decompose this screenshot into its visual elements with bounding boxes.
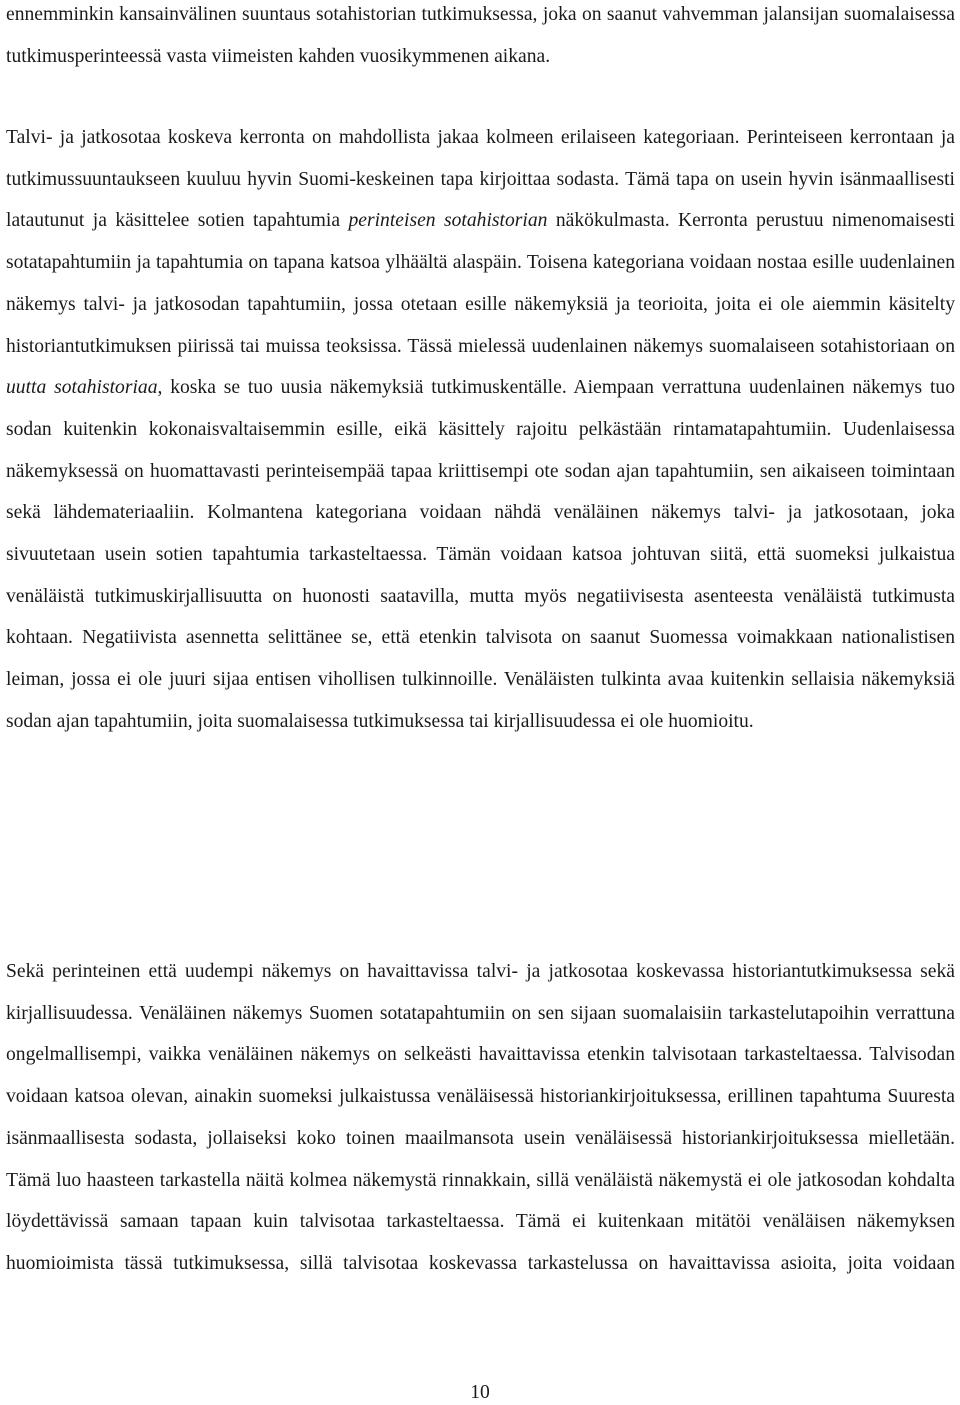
paragraph-text: näkökulmasta. Kerronta perustuu nimenomaisesti sotatapahtumiin ja tapahtumia on tapana katsoa ylhäältä alaspäin. Toisena kategoriana voidaan nostaa esille uudenlainen näkemys talvi- ja jatkosodan tapahtumiin, jossa otetaan esille näkemyksiä ja teorioita, joita ei ole aiemmin käsitelty historiantutkimuksen piirissä tai muissa teoksissa. Tässä mielessä uudenlainen näkemys suomalaiseen sotahistoriaan on bbox=[6, 210, 955, 357]
paragraph-categories bbox=[6, 117, 955, 743]
paragraph-intro-continuation bbox=[6, 0, 955, 77]
paragraph-text: Talvi- ja jatkosotaa koskeva kerronta on mahdollista jakaa kolmeen erilaiseen kategoriaan. Perinteiseen kerrontaan ja tutkimussuuntaukseen kuuluu hyvin Suomi-keskeinen tapa kirjoittaa sodasta. Tämä tapa on usein hyvin isänmaallisesti latautunut ja käsittelee sotien tapahtumia bbox=[6, 127, 955, 232]
paragraph-text: Sekä perinteinen että uudempi näkemys on havaittavissa talvi- ja jatkosotaa koskevassa historiantutkimuksessa sekä kirjallisuudessa. Venäläinen näkemys Suomen sotatapahtumiin on sen sijaan suomalaisiin tarkastelutapoihin verrattuna ongelmallisempi, vaikka venäläinen näkemys on selkeästi havaittavissa etenkin talvisotaan tarkasteltaessa. Talvisodan voidaan katsoa olevan, ainakin suomeksi julkaistussa venäläisessä historiankirjoituksessa, erillinen tapahtuma Suuresta isänmaallisesta sodasta, jollaiseksi koko toinen maailmansota usein venäläisessä historiankirjoituksessa mielletään. Tämä luo haasteen tarkastella näitä kolmea näkemystä rinnakkain, sillä venäläistä näkemystä ei ole jatkosodan kohdalta löydettävissä samaan tapaan kuin talvisotaa tarkasteltaessa. Tämä ei kuitenkaan mitätöi venäläisen näkemyksen huomioimista tässä tutkimuksessa, sillä talvisotaa koskevassa tarkastelussa on havaittavissa asioita, joita voidaan bbox=[6, 961, 955, 1274]
page-number: 10 bbox=[470, 1382, 490, 1403]
italic-term-uutta-sotahistoriaa: uutta sotahistoriaa bbox=[6, 377, 158, 399]
paragraph-text: ennemminkin kansainvälinen suuntaus sotahistorian tutkimuksessa, joka on saanut vahvemman jalansijan suomalaisessa tutkimusperinteessä vasta viimeisten kahden vuosikymmenen aikana. bbox=[6, 4, 955, 67]
paragraph-observations bbox=[6, 951, 955, 1285]
italic-term-perinteisen-sotahistorian: perinteisen sotahistorian bbox=[348, 210, 548, 232]
paragraph-text: , koska se tuo uusia näkemyksiä tutkimuskentälle. Aiempaan verrattuna uudenlainen näkemys tuo sodan kuitenkin kokonaisvaltaisemmin esille, eikä käsittely rajoitu pelkästään rintamatapahtumiin. Uudenlaisessa näkemyksessä on huomattavasti perinteisempää tapaa kriittisempi ote sodan ajan tapahtumiin, sen aikaiseen toimintaan sekä lähdemateriaaliin. Kolmantena kategoriana voidaan nähdä venäläinen näkemys talvi- ja jatkosotaan, joka sivuutetaan usein sotien tapahtumia tarkasteltaessa. Tämän voidaan katsoa johtuvan siitä, että suomeksi julkaistua venäläistä tutkimuskirjallisuutta on huonosti saatavilla, mutta myös negatiivisesta asenteesta venäläistä tutkimusta kohtaan. Negatiivista asennetta selittänee se, että etenkin talvisota on saanut Suomessa voimakkaan nationalistisen leiman, jossa ei ole juuri sijaa entisen vihollisen tulkinnoille. Venäläisten tulkinta avaa kuitenkin sellaisia näkemyksiä sodan ajan tapahtumiin, joita suomalaisessa tutkimuksessa tai kirjallisuudessa ei ole huomioitu. bbox=[6, 377, 955, 732]
